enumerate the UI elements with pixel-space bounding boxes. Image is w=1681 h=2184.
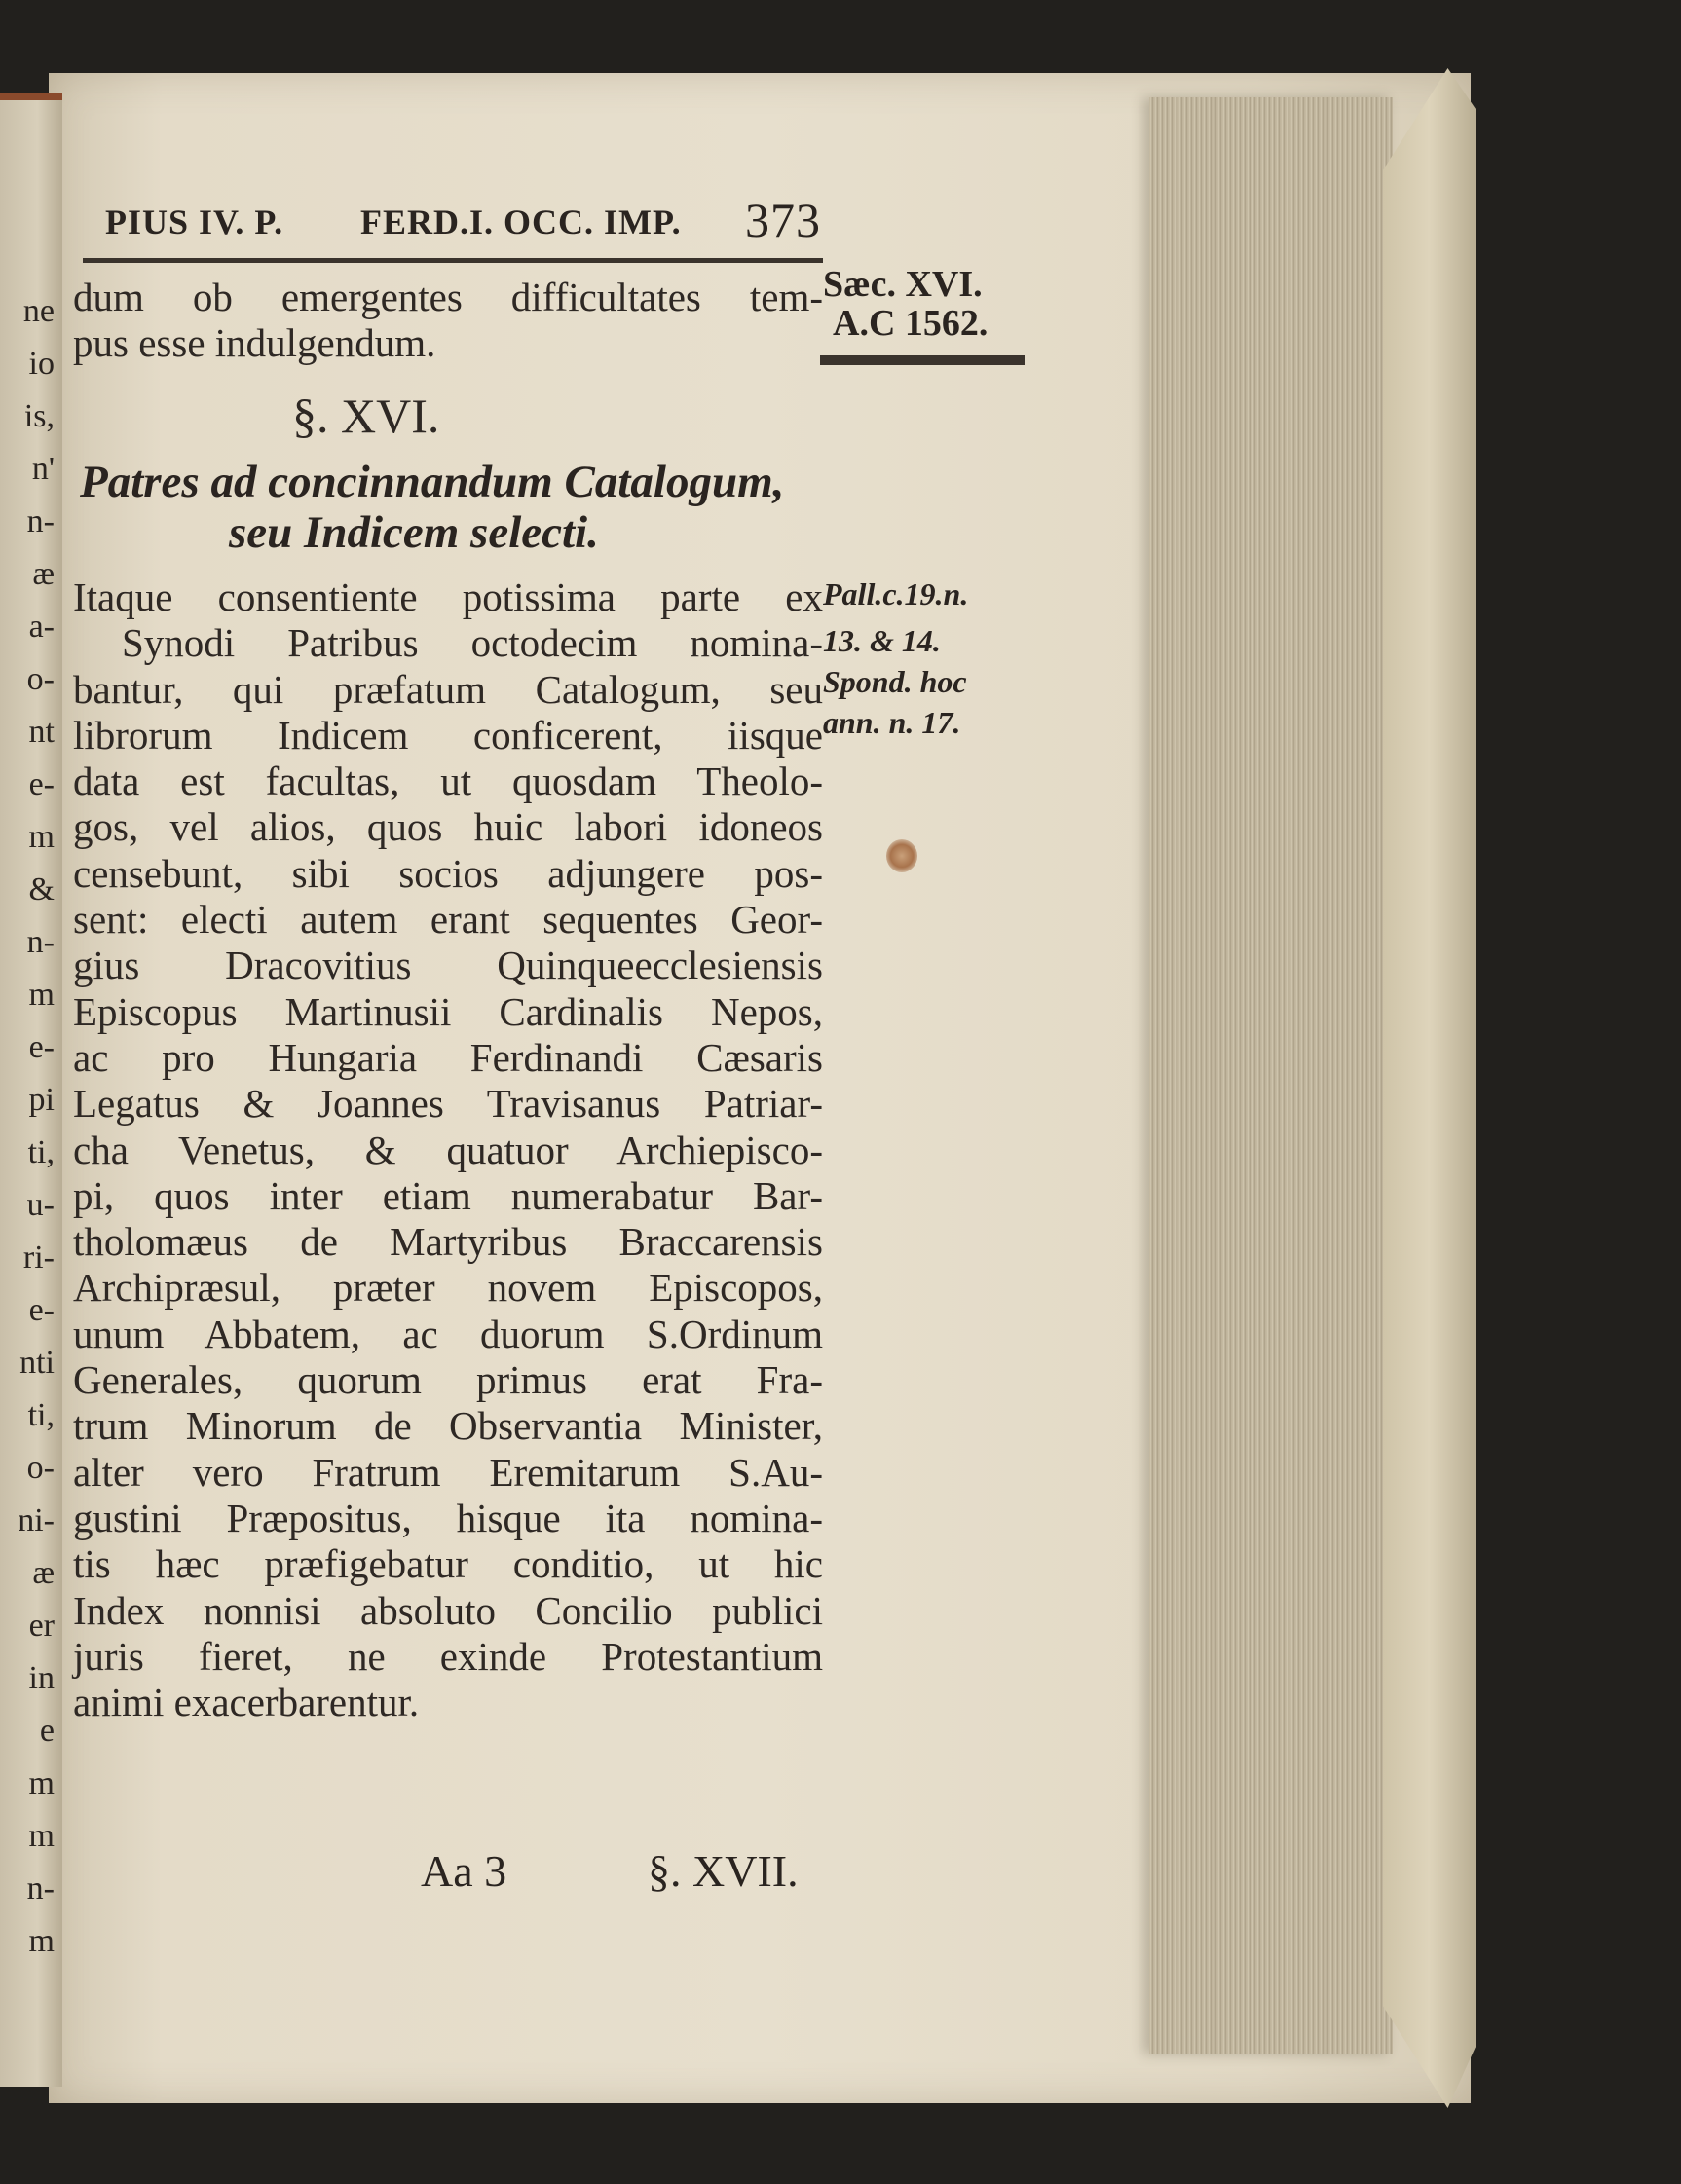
left-page-fragment: æ (32, 556, 55, 592)
section-number: §. XVI. (292, 389, 440, 443)
left-page-fragment: e (39, 1713, 55, 1749)
left-page-fragment: in (28, 1660, 55, 1696)
text-line: juris fieret, ne exinde Protestantium (73, 1633, 823, 1679)
left-page-fragment: u- (26, 1187, 55, 1223)
page-edges (1149, 97, 1393, 2054)
running-head-left: PIUS IV. P. (105, 203, 284, 241)
margin-saeculum: Sæc. XVI. (823, 264, 983, 305)
text-line: pus esse indulgendum. (73, 320, 436, 366)
running-head-middle: FERD.I. OCC. IMP. (360, 203, 682, 241)
left-page-fragment: n- (26, 1870, 55, 1906)
left-page-fragment: m (28, 977, 55, 1013)
text-line: bantur, qui præfatum Catalogum, seu (73, 666, 823, 712)
section-heading-line-2: seu Indicem selecti. (229, 507, 599, 558)
text-line: Generales, quorum primus erat Fra- (73, 1357, 823, 1403)
text-line: librorum Indicem conficerent, iisque (73, 712, 823, 758)
left-page-fragment: ti, (27, 1397, 55, 1433)
text-line: cha Venetus, & quatuor Archiepisco- (73, 1127, 823, 1172)
text-line: Legatus & Joannes Travisanus Patriar- (73, 1081, 823, 1127)
page-number: 373 (745, 193, 821, 247)
left-page-fragment: & (28, 871, 55, 907)
text-line: censebunt, sibi socios adjungere pos- (73, 850, 823, 896)
paper-stain (886, 839, 917, 872)
text-line: Archipræsul, præter novem Episcopos, (73, 1265, 823, 1311)
left-page-fragment: n- (26, 924, 55, 960)
left-page-fragment: e- (28, 1029, 55, 1065)
text-line: tholomæus de Martyribus Braccarensis (73, 1219, 823, 1265)
left-page-fragment: pi (28, 1082, 55, 1118)
text-line: data est facultas, ut quosdam Theolo- (73, 759, 823, 804)
left-page-fragment: e- (28, 1292, 55, 1328)
text-line: Synodi Patribus octodecim nomina- (122, 620, 823, 666)
left-page-fragment: o- (26, 1450, 55, 1486)
text-line: Episcopus Martinusii Cardinalis Nepos, (73, 988, 823, 1034)
left-page-fragment: o- (26, 661, 55, 697)
left-page-fragment: ri- (22, 1240, 55, 1276)
text-line: Index nonnisi absoluto Concilio publici (73, 1587, 823, 1633)
left-page-fragment: ni- (18, 1502, 55, 1538)
text-line: alter vero Fratrum Eremitarum S.Au- (73, 1449, 823, 1495)
header-rule (83, 258, 823, 263)
margin-note-line: ann. n. 17. (823, 705, 961, 740)
margin-note-line: Pall.c.19.n. (823, 576, 969, 611)
left-page-fragment: æ (32, 1555, 55, 1591)
catchword: §. XVII. (648, 1846, 799, 1896)
left-page-fragment: is, (23, 398, 55, 434)
margin-note-line: Spond. hoc (823, 664, 967, 699)
left-page-fragment: m (28, 1765, 55, 1801)
text-line: pi, quos inter etiam numerabatur Bar- (73, 1172, 823, 1218)
text-line: dum ob emergentes difficultates tem- (73, 275, 823, 319)
left-page-fragment: nt (28, 714, 55, 750)
left-page-fragment: er (28, 1608, 55, 1644)
text-line: ac pro Hungaria Ferdinandi Cæsaris (73, 1034, 823, 1080)
text-line: sent: electi autem erant sequentes Geor- (73, 897, 823, 943)
left-page-fragment: m (28, 1818, 55, 1854)
left-page-fragment: n' (31, 451, 55, 487)
left-page-fragment: ti, (27, 1134, 55, 1170)
left-page-fragment: m (28, 819, 55, 855)
left-page-fragment: io (28, 346, 55, 382)
margin-anno-christi: A.C 1562. (833, 303, 989, 344)
intro-text (73, 275, 823, 367)
signature-mark: Aa 3 (421, 1846, 507, 1896)
body-text (73, 574, 823, 1725)
book-cover-edge (1383, 68, 1476, 2108)
margin-rule (820, 355, 1025, 365)
text-line: gustini Præpositus, hisque ita nomina- (73, 1495, 823, 1540)
left-page-fragment: ne (22, 293, 55, 329)
text-line: Itaque consentiente potissima parte ex (73, 574, 823, 619)
text-line: trum Minorum de Observantia Minister, (73, 1403, 823, 1449)
text-line: unum Abbatem, ac duorum S.Ordinum (73, 1311, 823, 1356)
left-page-fragment: m (28, 1923, 55, 1959)
left-page-fragment: e- (28, 766, 55, 802)
left-page-fragment: a- (28, 609, 55, 645)
left-page-fragment: nti (19, 1345, 55, 1381)
running-head (97, 190, 821, 248)
section-heading-line-1: Patres ad concinnandum Catalogum, (80, 457, 785, 507)
left-page (0, 93, 62, 2087)
text-line: animi exacerbarentur. (73, 1680, 420, 1725)
text-line: tis hæc præfigebatur conditio, ut hic (73, 1541, 823, 1587)
text-line: gius Dracovitius Quinqueecclesiensis (73, 943, 823, 988)
text-line: gos, vel alios, quos huic labori idoneos (73, 804, 823, 850)
margin-note-line: 13. & 14. (823, 623, 941, 658)
left-page-fragment: n- (26, 503, 55, 539)
